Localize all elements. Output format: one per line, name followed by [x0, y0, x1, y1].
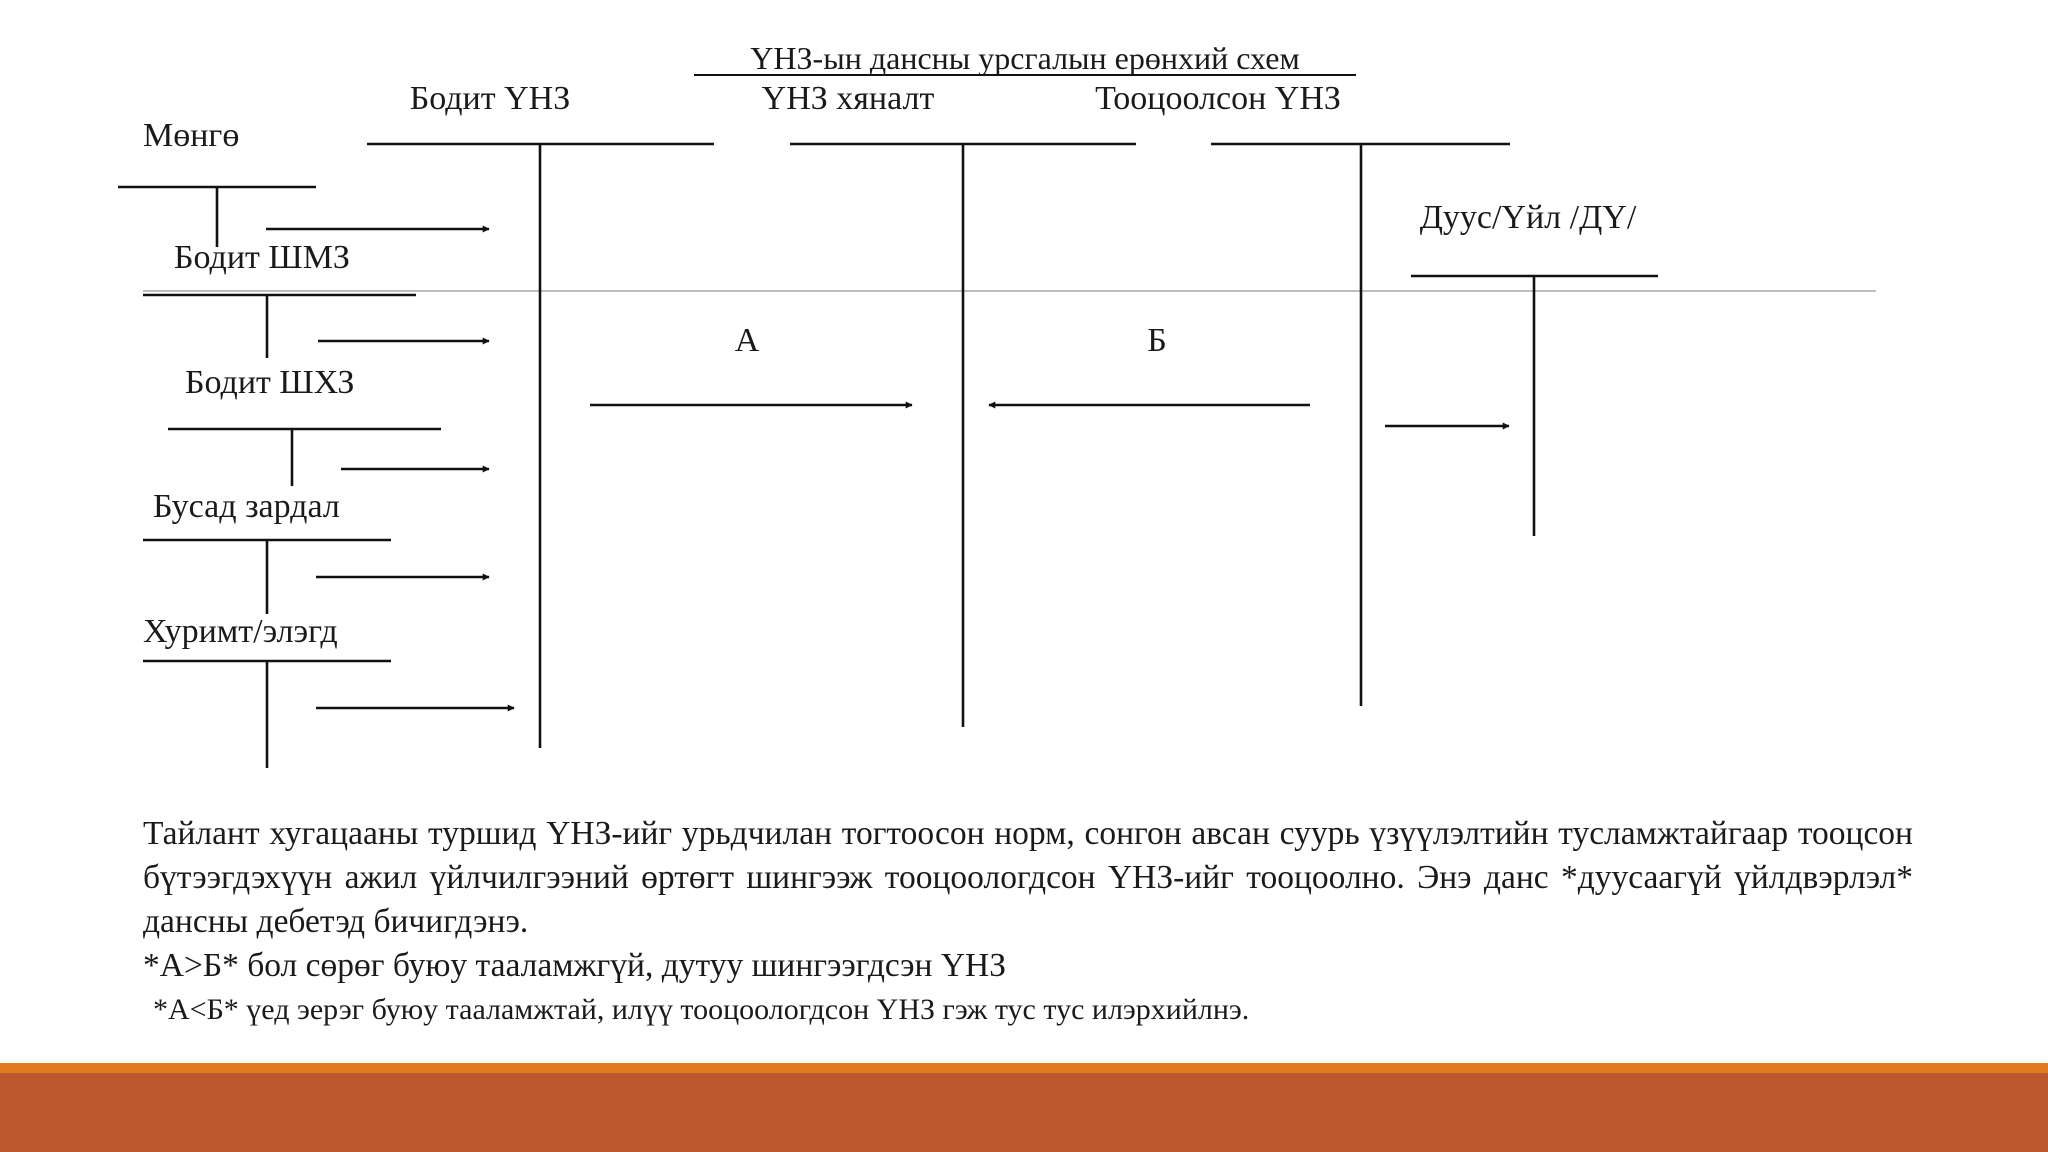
t-account-actual-dl — [168, 429, 441, 486]
account-label-finished-goods: Дуус/Үйл /ДҮ/ — [1419, 199, 1637, 236]
note-a-greater-b: *А>Б* бол сөрөг буюу тааламжгүй, дутуу шингээгдсэн ҮНЗ — [143, 947, 1006, 984]
input-label-actual-dm: Бодит ШМЗ — [174, 239, 350, 276]
footer-band — [0, 1073, 2048, 1152]
arrow-b-label: Б — [1147, 322, 1167, 359]
description-paragraph: Тайлант хугацааны туршид ҮНЗ-ийг урьдчилан тогтоосон норм, сонгон авсан суурь үзүүлэлтийн тусламжтайгаар тооцсон бүтээгдэхүүн ажил үйлчилгээний өртөгт шингээж тооцоологдсон ҮНЗ-ийг тооцоолно. Энэ данс *дуусаагүй үйлдвэрлэл* дансны дебетэд бичигдэнэ. — [143, 815, 1913, 940]
input-label-actual-dl: Бодит ШХЗ — [185, 364, 355, 401]
account-label-overhead-control: ҮНЗ хяналт — [761, 80, 935, 117]
t-account-depreciation — [143, 661, 391, 768]
arrow-a-label: А — [734, 322, 760, 359]
footer-accent-stripe — [0, 1063, 2048, 1073]
input-label-other-expenses: Бусад зардал — [153, 488, 340, 525]
t-account-money — [118, 187, 316, 247]
description-block — [143, 812, 1913, 1032]
input-label-money: Мөнгө — [143, 117, 240, 154]
note-a-less-b: *А<Б* үед эерэг буюу тааламжтай, илүү тооцоологдсон ҮНЗ гэж тус тус илэрхийлнэ. — [153, 993, 1250, 1026]
diagram-title: ҮНЗ-ын дансны урсгалын ерөнхий схем — [750, 40, 1300, 76]
input-label-depreciation: Хуримт/элэгд — [143, 613, 338, 650]
t-account-actual-overhead — [367, 144, 714, 748]
t-account-actual-dm — [143, 295, 416, 358]
t-account-finished-goods — [1411, 276, 1658, 536]
t-account-overhead-control — [790, 144, 1136, 727]
account-label-calculated-overhead: Тооцоолсон ҮНЗ — [1095, 80, 1341, 117]
account-label-actual-overhead: Бодит ҮНЗ — [409, 80, 571, 117]
